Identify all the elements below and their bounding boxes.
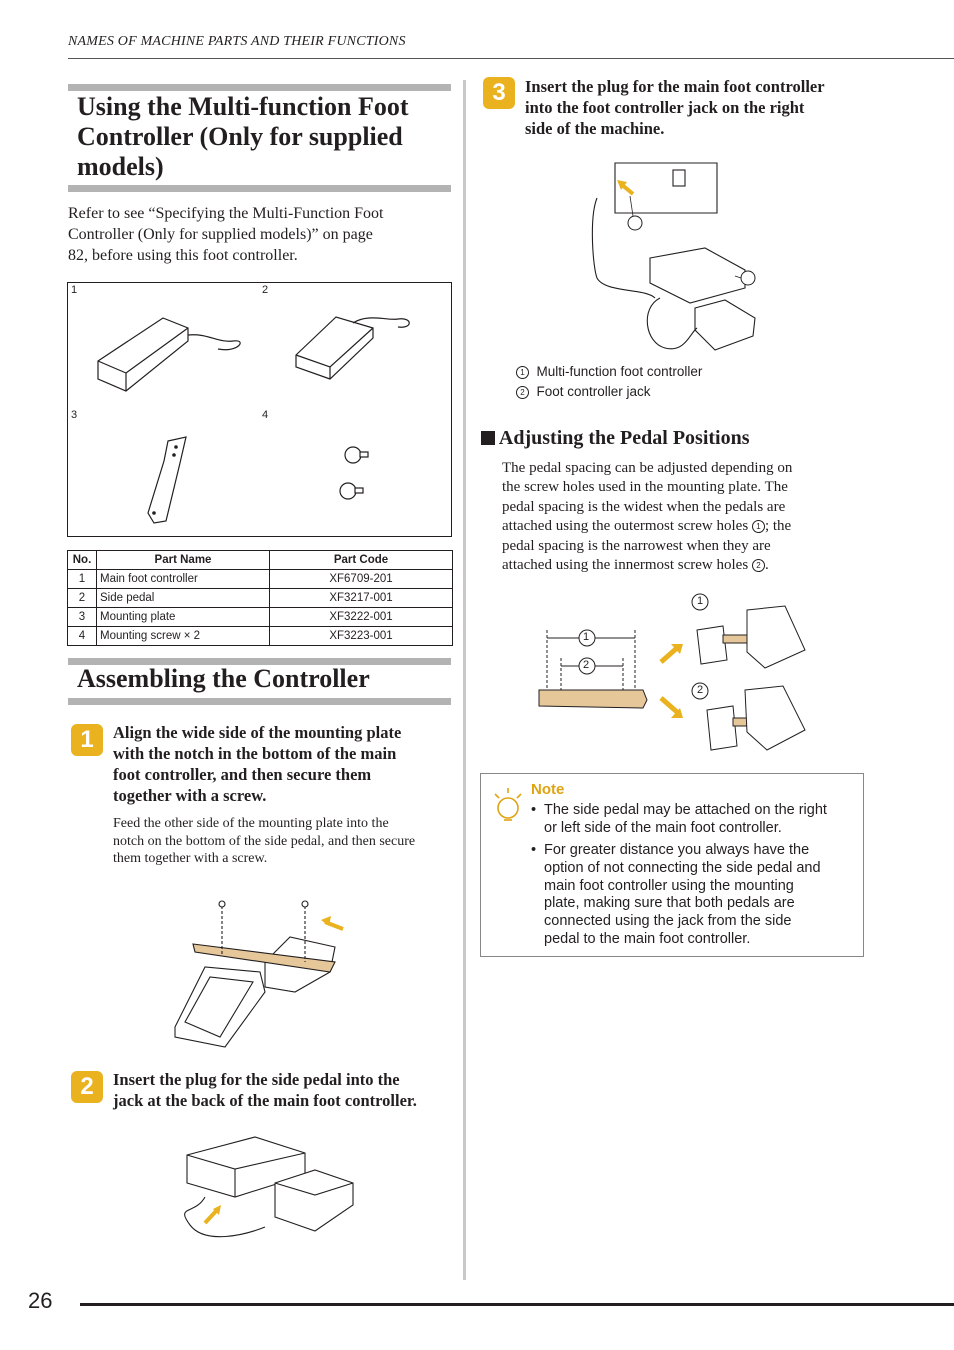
table-cell: 1 <box>68 570 97 589</box>
text-line: Insert the plug for the main foot controller <box>525 77 825 96</box>
legend-item <box>516 382 702 402</box>
text-line: attached using the outermost screw holes 1 ; the <box>502 518 792 535</box>
heading-square-icon <box>481 431 495 445</box>
table-row <box>68 589 453 608</box>
legend-number: 1 <box>516 366 529 379</box>
step-1-badge: 1 <box>71 724 103 756</box>
callout-1 <box>741 271 755 285</box>
step-1-instruction <box>113 722 453 806</box>
table-row <box>68 570 453 589</box>
note-title: Note <box>531 781 565 798</box>
table-cell: 4 <box>68 627 97 646</box>
parts-table <box>67 550 453 646</box>
text-line: Align the wide side of the mounting plate <box>113 723 402 742</box>
text-line: Feed the other side of the mounting plate into the <box>113 816 389 831</box>
legend-text: Foot controller jack <box>536 384 651 399</box>
page-number: 26 <box>28 1288 53 1313</box>
step-2-illustration <box>165 1135 360 1265</box>
text-line: with the notch in the bottom of the main <box>113 744 397 763</box>
column-divider <box>463 80 466 1280</box>
table-cell: XF3223-001 <box>270 627 453 646</box>
parts-illustration <box>68 283 451 536</box>
section-title-bottom-bar <box>68 185 451 192</box>
lightbulb-icon <box>491 786 525 828</box>
column-header: Part Name <box>97 551 270 570</box>
table-cell: Side pedal <box>97 589 270 608</box>
text-line: main foot controller using the mounting <box>544 877 794 894</box>
text-line: them together with a screw. <box>113 851 268 866</box>
step-3-instruction <box>525 76 885 139</box>
note-item <box>531 802 861 838</box>
column-header: No. <box>68 551 97 570</box>
figure-label: 2 <box>262 284 269 296</box>
title-line: Controller (Only for supplied <box>77 122 403 151</box>
table-header-row <box>68 551 453 570</box>
side-pedal-drawing <box>296 317 409 379</box>
fig-callout-label: 2 <box>697 684 704 696</box>
legend-number: 2 <box>516 386 529 399</box>
table-cell: XF6709-201 <box>270 570 453 589</box>
text-line: or left side of the main foot controller. <box>544 819 782 836</box>
running-header: NAMES OF MACHINE PARTS AND THEIR FUNCTIONS <box>68 34 406 49</box>
bullet: • <box>531 842 537 858</box>
legend-item <box>516 362 702 382</box>
figure-label: 1 <box>71 284 78 296</box>
text-line: Controller (Only for supplied models)” on page <box>68 226 373 243</box>
mounting-screws-drawing <box>340 447 368 499</box>
mounting-plate-drawing <box>148 437 186 523</box>
title-line: Using the Multi-function Foot <box>77 92 409 121</box>
column-header: Part Code <box>270 551 453 570</box>
section-title-assembling: Assembling the Controller <box>77 664 370 693</box>
table-row <box>68 608 453 627</box>
text-line: The side pedal may be attached on the right <box>544 802 827 818</box>
text-line: jack at the back of the main foot controller. <box>113 1091 417 1110</box>
text-line: Insert the plug for the side pedal into the <box>113 1070 400 1089</box>
text-line: 82, before using this foot controller. <box>68 247 298 264</box>
fig-callout-label: 2 <box>583 659 590 671</box>
text-line: pedal spacing is the narrowest when they are <box>502 537 771 554</box>
text-line: side of the machine. <box>525 119 665 138</box>
text-line: notch on the bottom of the side pedal, and then secure <box>113 833 416 849</box>
figure-legend <box>516 362 702 402</box>
main-foot-controller-drawing <box>98 318 240 391</box>
section-title-multifunction <box>77 92 447 182</box>
text-line: Refer to see “Specifying the Multi-Function Foot <box>68 205 384 222</box>
table-cell: 2 <box>68 589 97 608</box>
table-cell: Mounting screw × 2 <box>97 627 270 646</box>
title-line: models) <box>77 152 164 181</box>
intro-paragraph <box>68 203 448 266</box>
legend-text: Multi-function foot controller <box>536 364 703 379</box>
fig-callout-label: 1 <box>697 595 704 607</box>
text-line: The pedal spacing can be adjusted depending on <box>502 460 793 476</box>
text-line: option of not connecting the side pedal and <box>544 859 821 876</box>
step-2-badge: 2 <box>71 1071 103 1103</box>
note-item <box>531 842 861 949</box>
step-1-detail <box>113 815 453 868</box>
step-2-instruction <box>113 1069 458 1111</box>
inline-number: 1 <box>752 520 765 533</box>
subsection-heading <box>481 427 750 450</box>
text-line: the screw holes used in the mounting plate. The <box>502 479 788 496</box>
step-1-illustration <box>165 892 355 1052</box>
text-line: plate, making sure that both pedals are <box>544 895 795 912</box>
pedal-spacing-illustration <box>535 590 815 755</box>
text-line: attached using the innermost screw holes 2 . <box>502 557 769 574</box>
subsection-title: Adjusting the Pedal Positions <box>498 427 750 449</box>
table-row <box>68 627 453 646</box>
text-line: foot controller, and then secure them <box>113 765 372 784</box>
table-cell: XF3217-001 <box>270 589 453 608</box>
table-cell: Main foot controller <box>97 570 270 589</box>
section-title-bottom-bar <box>68 698 451 705</box>
table-cell: 3 <box>68 608 97 627</box>
step-3-illustration <box>585 158 765 356</box>
text-line: together with a screw. <box>113 786 267 805</box>
fig-callout-label: 1 <box>583 631 590 643</box>
figure-label: 4 <box>262 409 269 421</box>
text-line: For greater distance you always have the <box>544 842 810 858</box>
pedal-paragraph <box>502 459 857 575</box>
text-line: pedal to the main foot controller. <box>544 930 751 947</box>
inline-number: 2 <box>752 559 765 572</box>
parts-figure <box>67 282 452 537</box>
callout-2 <box>628 216 642 230</box>
note-box <box>480 773 864 957</box>
figure-label: 3 <box>71 409 78 421</box>
bullet: • <box>531 802 537 818</box>
step-3-badge: 3 <box>483 77 515 109</box>
section-title-top-bar <box>68 84 451 91</box>
table-cell: XF3222-001 <box>270 608 453 627</box>
text-line: connected using the jack from the side <box>544 913 792 930</box>
text-line: into the foot controller jack on the right <box>525 98 805 117</box>
table-cell: Mounting plate <box>97 608 270 627</box>
header-rule <box>68 58 954 59</box>
footer-rule <box>80 1303 954 1306</box>
text-line: pedal spacing is the widest when the pedals are <box>502 498 786 515</box>
